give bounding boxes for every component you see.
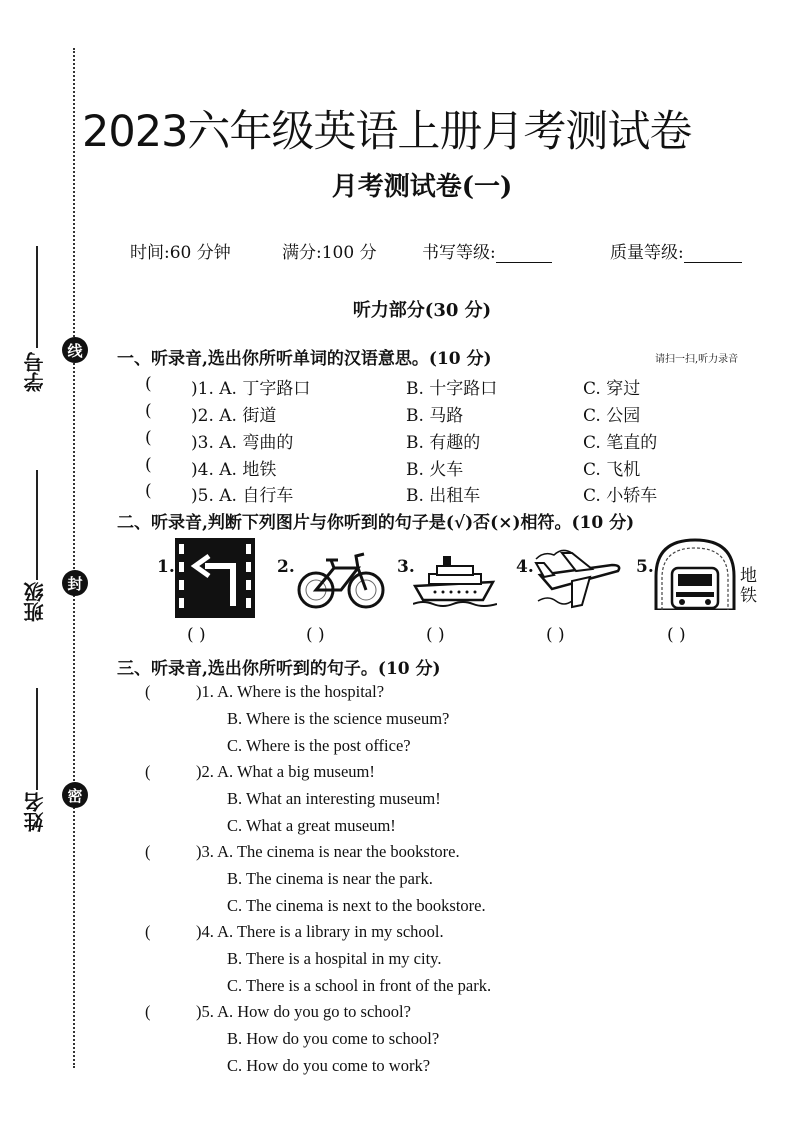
answer-paren[interactable]: (: [145, 374, 152, 394]
answer-paren[interactable]: ( ): [667, 625, 686, 645]
option-a: )5. A. How do you go to school?: [196, 1002, 411, 1021]
quality-grade-blank: [684, 246, 742, 263]
option-c: C. 小轿车: [583, 486, 658, 506]
answer-paren[interactable]: (: [145, 1002, 151, 1021]
option-a: )1. A. 丁字路口: [191, 379, 311, 399]
answer-paren[interactable]: (: [145, 455, 152, 475]
option-b: B. There is a hospital in my city.: [227, 949, 442, 968]
writing-grade-label: 书写等级:: [422, 243, 496, 263]
scan-note: 请扫一扫,听力录音: [655, 354, 739, 365]
option-a: )1. A. Where is the hospital?: [196, 682, 385, 701]
option-b: B. 出租车: [406, 486, 481, 506]
full-score-info: 满分:100 分: [282, 243, 377, 263]
answer-paren[interactable]: (: [145, 481, 152, 501]
option-a: )3. A. The cinema is near the bookstore.: [196, 842, 460, 861]
option-b: B. The cinema is near the park.: [227, 869, 433, 888]
section2-heading: 二、听录音,判断下列图片与你听到的句子是(√)否(×)相符。(10 分): [117, 513, 635, 533]
name-rule: [36, 688, 38, 790]
option-a: )4. A. There is a library in my school.: [196, 922, 444, 941]
quality-grade-label: 质量等级:: [610, 243, 684, 263]
option-b: B. Where is the science museum?: [227, 709, 450, 728]
page-subtitle: 月考测试卷(一): [331, 172, 513, 202]
name-label: 姓名: [23, 792, 47, 832]
student-id-label: 学号: [23, 352, 47, 392]
turn-left-sign-icon: [175, 538, 255, 618]
section1-heading: 一、听录音,选出你所听单词的汉语意思。(10 分): [117, 349, 492, 369]
option-b: B. 马路: [406, 406, 464, 426]
section3-heading: 三、听录音,选出你所听到的句子。(10 分): [117, 659, 441, 679]
class-label: 班级: [23, 582, 47, 622]
option-c: C. 穿过: [583, 379, 641, 399]
option-c: C. The cinema is next to the bookstore.: [227, 896, 486, 915]
option-a: )3. A. 弯曲的: [191, 433, 294, 453]
option-b: B. How do you come to school?: [227, 1029, 440, 1048]
class-rule: [36, 470, 38, 580]
ship-icon: [413, 552, 497, 608]
option-c: C. 公园: [583, 406, 641, 426]
answer-paren[interactable]: ( ): [546, 625, 565, 645]
seal-line: 线: [62, 337, 88, 363]
option-c: C. How do you come to work?: [227, 1056, 431, 1075]
answer-paren[interactable]: ( ): [426, 625, 445, 645]
answer-paren[interactable]: ( ): [187, 625, 206, 645]
seal-secret: 密: [62, 782, 88, 808]
option-a: )4. A. 地铁: [191, 460, 277, 480]
subway-caption: 地铁: [740, 566, 757, 606]
listening-part-title: 听力部分(30 分): [352, 300, 492, 321]
bicycle-icon: [296, 548, 386, 612]
plane-icon: [532, 545, 624, 613]
picture-number: 5.: [636, 557, 654, 577]
answer-paren[interactable]: (: [145, 922, 151, 941]
writing-grade-blank: [496, 246, 552, 263]
option-a: )5. A. 自行车: [191, 486, 294, 506]
answer-paren[interactable]: (: [145, 842, 151, 861]
writing-grade: [422, 238, 552, 263]
option-b: B. 火车: [406, 460, 464, 480]
subway-icon: [654, 538, 736, 610]
option-c: C. 飞机: [583, 460, 641, 480]
picture-number: 2.: [277, 557, 295, 577]
answer-paren[interactable]: ( ): [306, 625, 325, 645]
answer-paren[interactable]: (: [145, 401, 152, 421]
option-c: C. There is a school in front of the park.: [227, 976, 492, 995]
option-a: )2. A. 街道: [191, 406, 277, 426]
picture-number: 3.: [397, 557, 415, 577]
answer-paren[interactable]: (: [145, 762, 151, 781]
answer-paren[interactable]: (: [145, 428, 152, 448]
page-title: 2023六年级英语上册月考测试卷: [82, 107, 692, 157]
picture-number: 1.: [157, 557, 175, 577]
option-a: )2. A. What a big museum!: [196, 762, 375, 781]
option-b: B. 有趣的: [406, 433, 481, 453]
option-c: C. 笔直的: [583, 433, 658, 453]
option-b: B. 十字路口: [406, 379, 498, 399]
seal-seal: 封: [62, 570, 88, 596]
quality-grade: [610, 238, 742, 263]
option-b: B. What an interesting museum!: [227, 789, 441, 808]
time-info: 时间:60 分钟: [130, 243, 231, 263]
option-c: C. Where is the post office?: [227, 736, 411, 755]
answer-paren[interactable]: (: [145, 682, 151, 701]
option-c: C. What a great museum!: [227, 816, 396, 835]
picture-number: 4.: [516, 557, 534, 577]
